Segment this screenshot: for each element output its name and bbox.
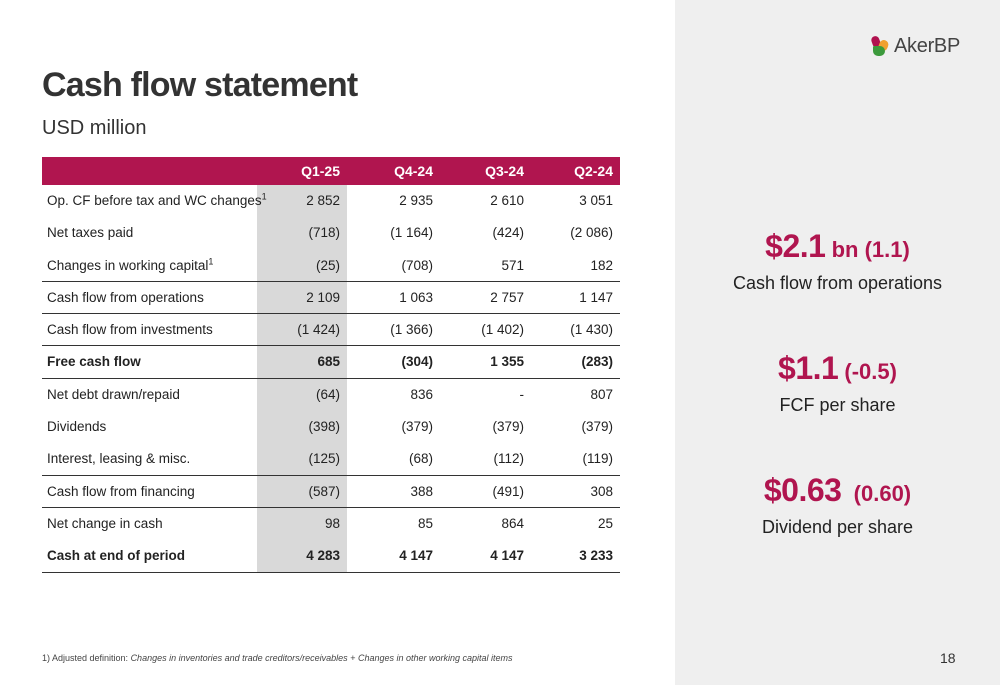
cell-value: 182 <box>590 257 613 273</box>
column-header: Q4-24 <box>394 163 433 179</box>
table-row <box>42 411 620 443</box>
kpi-dividend-per-share <box>675 472 1000 538</box>
cell-value: 2 852 <box>306 193 340 208</box>
cell-value: (25) <box>315 257 340 273</box>
table-row <box>42 379 620 411</box>
page-title: Cash flow statement <box>42 66 358 104</box>
row-label: Cash flow from financing <box>47 483 195 499</box>
table-row <box>42 508 620 540</box>
cell-value: (587) <box>308 483 340 499</box>
kpi-value: $1.1 (-0.5) <box>778 350 897 386</box>
kpi-cash-flow-operations <box>675 228 1000 294</box>
cell-value: (379) <box>401 419 433 435</box>
table-row <box>42 217 620 249</box>
cell-value: (1 366) <box>390 322 433 338</box>
table-row <box>42 346 620 378</box>
cell-value: 25 <box>597 515 613 531</box>
row-label: Free cash flow <box>47 354 141 370</box>
cell-value: (1 424) <box>297 322 340 338</box>
cell-value: (708) <box>401 257 433 273</box>
kpi-label: Cash flow from operations <box>732 273 943 293</box>
cell-value: 2 610 <box>490 193 524 208</box>
cell-value: 98 <box>324 515 340 531</box>
row-label: Net change in cash <box>47 515 163 531</box>
row-label: Op. CF before tax and WC changes$^1$ <box>47 191 267 208</box>
row-label: Net debt drawn/repaid <box>47 386 180 402</box>
table-row <box>42 282 620 314</box>
cell-value: (125) <box>308 451 340 467</box>
kpi-label: Dividend per share <box>761 517 914 537</box>
cell-value: 1 147 <box>579 289 613 305</box>
cell-value: (1 402) <box>481 322 524 338</box>
table-row <box>42 314 620 346</box>
cell-value: (64) <box>315 386 340 402</box>
cell-value: (424) <box>492 225 524 241</box>
kpi-label: FCF per share <box>779 395 896 415</box>
cell-value: 4 147 <box>490 548 524 564</box>
page-subtitle: USD million <box>42 117 147 139</box>
table-row <box>42 443 620 475</box>
table-row <box>42 476 620 508</box>
cell-value: (283) <box>581 354 613 370</box>
row-label: Cash at end of period <box>47 548 186 564</box>
logo-text: AkerBP <box>894 34 961 57</box>
column-header: Q2-24 <box>574 163 613 179</box>
row-label: Cash flow from investments <box>47 322 213 338</box>
kpi-value: $0.63 (0.60) <box>763 472 912 508</box>
cell-value: 2 109 <box>306 289 340 305</box>
cell-value: 1 063 <box>399 289 433 305</box>
cash-flow-table <box>42 157 620 573</box>
page-number: 18 <box>940 650 956 666</box>
cell-value: (398) <box>308 419 340 435</box>
kpi-value: $2.1 bn (1.1) <box>765 228 910 264</box>
cell-value: (119) <box>582 451 613 467</box>
cell-value: (1 430) <box>570 322 613 338</box>
cell-value: 4 283 <box>306 548 340 564</box>
cell-value: 2 935 <box>399 193 433 208</box>
cell-value: (2 086) <box>570 225 613 241</box>
cell-value: - <box>519 386 524 402</box>
cell-value: (304) <box>401 354 433 370</box>
footnote: 1) Adjusted definition: Changes in inventories and trade creditors/receivables + Changes in other working capital items <box>42 653 513 663</box>
cell-value: 685 <box>317 354 340 370</box>
cell-value: 571 <box>501 257 524 273</box>
cell-value: 2 757 <box>490 289 524 305</box>
aker-bp-logo-icon <box>870 34 890 58</box>
row-label: Dividends <box>47 419 107 435</box>
company-logo <box>870 34 960 58</box>
cell-value: (68) <box>408 451 433 467</box>
kpi-fcf-per-share <box>675 350 1000 416</box>
right-panel <box>675 0 1000 685</box>
cell-value: 388 <box>410 483 433 499</box>
cell-value: 4 147 <box>399 548 433 564</box>
table-header <box>42 157 620 185</box>
cell-value: 3 233 <box>579 548 613 564</box>
cell-value: 85 <box>417 515 433 531</box>
cell-value: 836 <box>410 386 433 402</box>
column-header: Q3-24 <box>485 163 524 179</box>
cell-value: (491) <box>492 483 524 499</box>
table-row <box>42 185 620 217</box>
row-label: Cash flow from operations <box>47 289 204 305</box>
cell-value: 3 051 <box>579 193 613 208</box>
column-header: Q1-25 <box>301 163 340 179</box>
cell-value: 807 <box>590 386 613 402</box>
table-row <box>42 250 620 282</box>
cell-value: (379) <box>581 419 613 435</box>
cell-value: 864 <box>501 515 524 531</box>
cell-value: (1 164) <box>390 225 433 241</box>
cell-value: 1 355 <box>490 354 524 370</box>
cell-value: 308 <box>590 483 613 499</box>
table-row <box>42 540 620 572</box>
row-label: Net taxes paid <box>47 225 134 241</box>
cell-value: (379) <box>492 419 524 435</box>
cell-value: (112) <box>493 451 524 467</box>
cell-value: (718) <box>308 225 340 241</box>
row-label: Interest, leasing & misc. <box>47 451 191 467</box>
row-label: Changes in working capital$^1$ <box>47 256 214 273</box>
